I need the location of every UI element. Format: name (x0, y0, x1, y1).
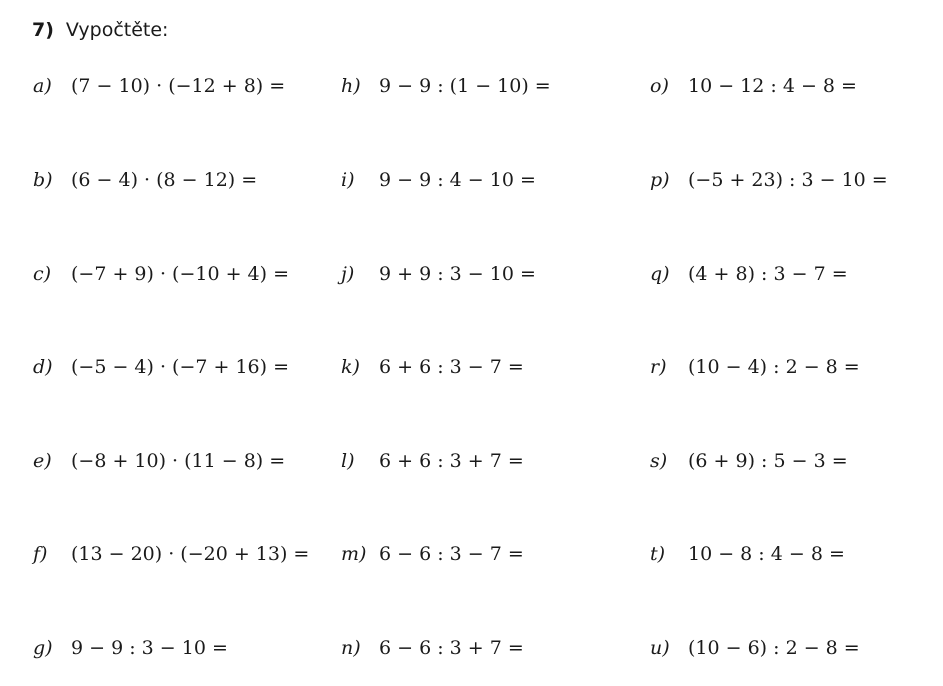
exercise-label: n) (341, 637, 361, 659)
exercise-item-f (33, 542, 309, 566)
exercise-label: k) (341, 356, 360, 378)
exercise-expression: (−8 + 10) · (11 − 8) = (71, 450, 286, 472)
exercise-label: b) (33, 169, 53, 191)
exercise-label: r) (650, 356, 667, 378)
exercise-expression: 10 − 12 : 4 − 8 = (688, 75, 857, 97)
exercise-expression: (−5 + 23) : 3 − 10 = (688, 169, 888, 191)
exercise-item-o (650, 74, 857, 98)
exercise-number: 7) (32, 19, 54, 41)
exercise-label: h) (341, 75, 361, 97)
exercise-label: i) (341, 169, 355, 191)
exercise-expression: 9 + 9 : 3 − 10 = (379, 263, 536, 285)
exercise-title: Vypočtěte: (65, 19, 169, 41)
exercise-item-i (341, 168, 536, 192)
exercise-label: e) (33, 450, 52, 472)
exercise-label: a) (33, 75, 52, 97)
exercise-item-g (33, 636, 228, 660)
exercise-label: c) (33, 263, 52, 285)
exercise-label: u) (650, 637, 670, 659)
exercise-label: m) (341, 543, 367, 565)
exercise-item-e (33, 449, 285, 473)
exercise-label: q) (650, 263, 670, 285)
exercise-item-l (341, 449, 524, 473)
exercise-item-j (341, 262, 536, 286)
exercise-item-t (650, 542, 845, 566)
exercise-item-k (341, 355, 524, 379)
exercise-expression: (−5 − 4) · (−7 + 16) = (71, 356, 290, 378)
exercise-expression: 9 − 9 : (1 − 10) = (379, 75, 551, 97)
exercise-expression: (13 − 20) · (−20 + 13) = (71, 543, 310, 565)
exercise-item-p (650, 168, 888, 192)
exercise-expression: (10 − 4) : 2 − 8 = (688, 356, 860, 378)
exercise-label: f) (33, 543, 48, 565)
exercise-expression: 9 − 9 : 4 − 10 = (379, 169, 536, 191)
exercise-item-d (33, 355, 289, 379)
exercise-item-n (341, 636, 524, 660)
exercise-label: s) (650, 450, 668, 472)
exercise-expression: (−7 + 9) · (−10 + 4) = (71, 263, 290, 285)
exercise-label: t) (650, 543, 666, 565)
exercise-expression: (6 + 9) : 5 − 3 = (688, 450, 848, 472)
exercise-expression: 9 − 9 : 3 − 10 = (71, 637, 228, 659)
exercise-item-b (33, 168, 257, 192)
exercise-expression: (10 − 6) : 2 − 8 = (688, 637, 860, 659)
exercise-expression: (6 − 4) · (8 − 12) = (71, 169, 258, 191)
exercise-expression: 6 + 6 : 3 + 7 = (379, 450, 524, 472)
exercise-item-c (33, 262, 289, 286)
exercise-expression: (7 − 10) · (−12 + 8) = (71, 75, 286, 97)
exercise-item-u (650, 636, 860, 660)
exercise-expression: 6 − 6 : 3 + 7 = (379, 637, 524, 659)
exercise-label: o) (650, 75, 669, 97)
exercise-label: l) (341, 450, 355, 472)
exercise-expression: 6 − 6 : 3 − 7 = (379, 543, 524, 565)
exercise-expression: (4 + 8) : 3 − 7 = (688, 263, 848, 285)
exercise-item-s (650, 449, 848, 473)
exercise-expression: 6 + 6 : 3 − 7 = (379, 356, 524, 378)
exercise-label: g) (33, 637, 53, 659)
exercise-item-a (33, 74, 285, 98)
exercise-expression: 10 − 8 : 4 − 8 = (688, 543, 845, 565)
exercise-label: j) (341, 263, 355, 285)
exercise-item-h (341, 74, 551, 98)
exercise-item-m (341, 542, 524, 566)
exercise-item-r (650, 355, 860, 379)
exercise-label: d) (33, 356, 53, 378)
exercise-label: p) (650, 169, 670, 191)
exercise-item-q (650, 262, 848, 286)
